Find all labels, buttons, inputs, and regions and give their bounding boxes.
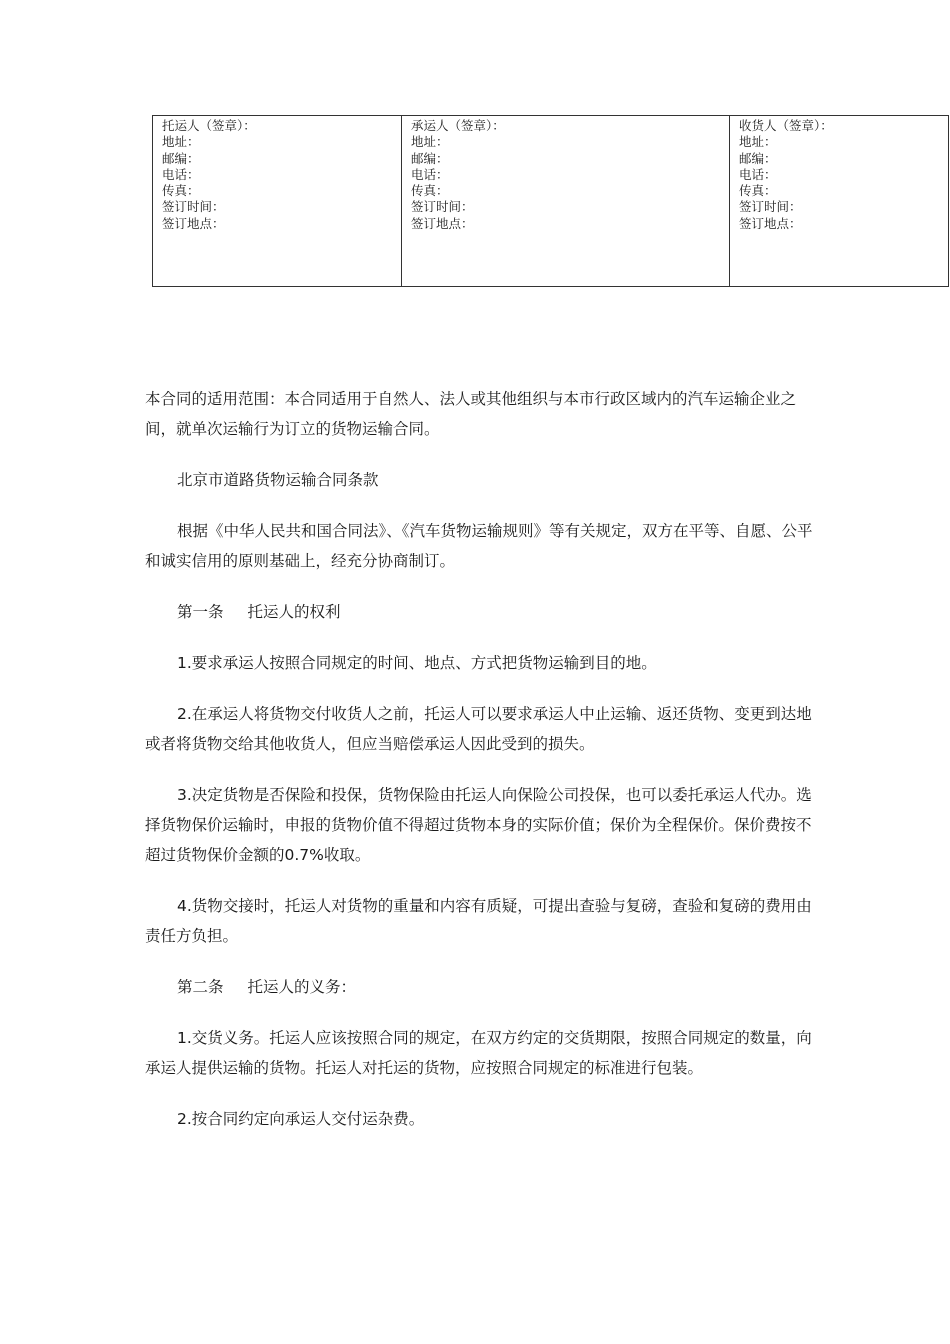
article-2-item-2 xyxy=(145,1104,825,1134)
consignee-postcode-label: 邮编： xyxy=(739,150,777,166)
shipper-phone-label: 电话： xyxy=(162,166,200,182)
item-text: 货物交接时，托运人对货物的重量和内容有质疑，可提出查验与复磅，查验和复磅的费用由责任方负担。 xyxy=(145,897,812,945)
item-number: 2. xyxy=(177,705,192,723)
carrier-sign-date-label: 签订时间： xyxy=(411,199,474,215)
carrier-heading: 承运人（签章）： xyxy=(411,118,505,133)
carrier-sign-place-label: 签订地点： xyxy=(411,215,474,231)
shipper-fax-label: 传真： xyxy=(162,183,200,199)
item-number: 3. xyxy=(177,786,192,804)
consignee-sign-place-label: 签订地点： xyxy=(739,215,802,231)
item-number: 4. xyxy=(177,897,192,915)
item-number: 1. xyxy=(177,1029,192,1047)
carrier-fax-label: 传真： xyxy=(411,183,449,199)
shipper-postcode-label: 邮编： xyxy=(162,150,200,166)
consignee-heading: 收货人（签章）： xyxy=(739,118,833,133)
signature-table xyxy=(152,115,949,287)
document-title: 北京市道路货物运输合同条款 xyxy=(177,471,379,489)
article-2-item-1 xyxy=(145,1023,825,1083)
consignee-phone-label: 电话： xyxy=(739,166,777,182)
item-text: 交货义务。托运人应该按照合同的规定，在双方约定的交货期限，按照合同规定的数量，向承运人提供运输的货物。托运人对托运的货物，应按照合同规定的标准进行包装。 xyxy=(145,1029,812,1077)
article-1-item-4 xyxy=(145,891,825,951)
article-1-item-3 xyxy=(145,780,825,870)
consignee-address-label: 地址： xyxy=(739,134,777,150)
article-1-item-2 xyxy=(145,699,825,759)
item-text: 在承运人将货物交付收货人之前，托运人可以要求承运人中止运输、返还货物、变更到达地或者将货物交给其他收货人，但应当赔偿承运人因此受到的损失。 xyxy=(145,705,812,753)
carrier-signature-cell xyxy=(402,116,730,287)
article-2-heading xyxy=(145,972,825,1002)
article-2-title: 托运人的义务： xyxy=(247,978,357,996)
preamble-paragraph: 根据《中华人民共和国合同法》、《汽车货物运输规则》等有关规定，双方在平等、自愿、公平和诚实信用的原则基础上，经充分协商制订。 xyxy=(145,522,813,570)
insurance-rate: 0.7% xyxy=(284,846,324,864)
article-1-number: 第一条 xyxy=(177,603,224,621)
contract-body xyxy=(145,384,825,1155)
item-text: 要求承运人按照合同规定的时间、地点、方式把货物运输到目的地。 xyxy=(191,654,657,672)
item-text-end: 收取。 xyxy=(323,846,371,864)
consignee-sign-date-label: 签订时间： xyxy=(739,199,802,215)
article-1-heading xyxy=(145,597,825,627)
article-1-item-1 xyxy=(145,648,825,678)
scope-paragraph: 本合同的适用范围：本合同适用于自然人、法人或其他组织与本市行政区域内的汽车运输企业之间，就单次运输行为订立的货物运输合同。 xyxy=(145,390,797,438)
shipper-sign-date-label: 签订时间： xyxy=(162,199,225,215)
carrier-address-label: 地址： xyxy=(411,134,449,150)
shipper-address-label: 地址： xyxy=(162,134,200,150)
item-text: 决定货物是否保险和投保，货物保险由托运人向保险公司投保，也可以委托承运人代办。选择货物保价运输时，申报的货物价值不得超过货物本身的实际价值；保价为全程保价。保价费按不超过货物保价金额的 xyxy=(145,786,812,864)
carrier-phone-label: 电话： xyxy=(411,166,449,182)
shipper-sign-place-label: 签订地点： xyxy=(162,215,225,231)
shipper-signature-cell xyxy=(153,116,402,287)
carrier-postcode-label: 邮编： xyxy=(411,150,449,166)
shipper-heading: 托运人（签章）： xyxy=(162,118,256,133)
article-1-title: 托运人的权利 xyxy=(247,603,341,621)
consignee-fax-label: 传真： xyxy=(739,183,777,199)
consignee-signature-cell xyxy=(730,116,949,287)
item-text: 按合同约定向承运人交付运杂费。 xyxy=(191,1110,425,1128)
item-number: 2. xyxy=(177,1110,192,1128)
item-number: 1. xyxy=(177,654,192,672)
article-2-number: 第二条 xyxy=(177,978,224,996)
